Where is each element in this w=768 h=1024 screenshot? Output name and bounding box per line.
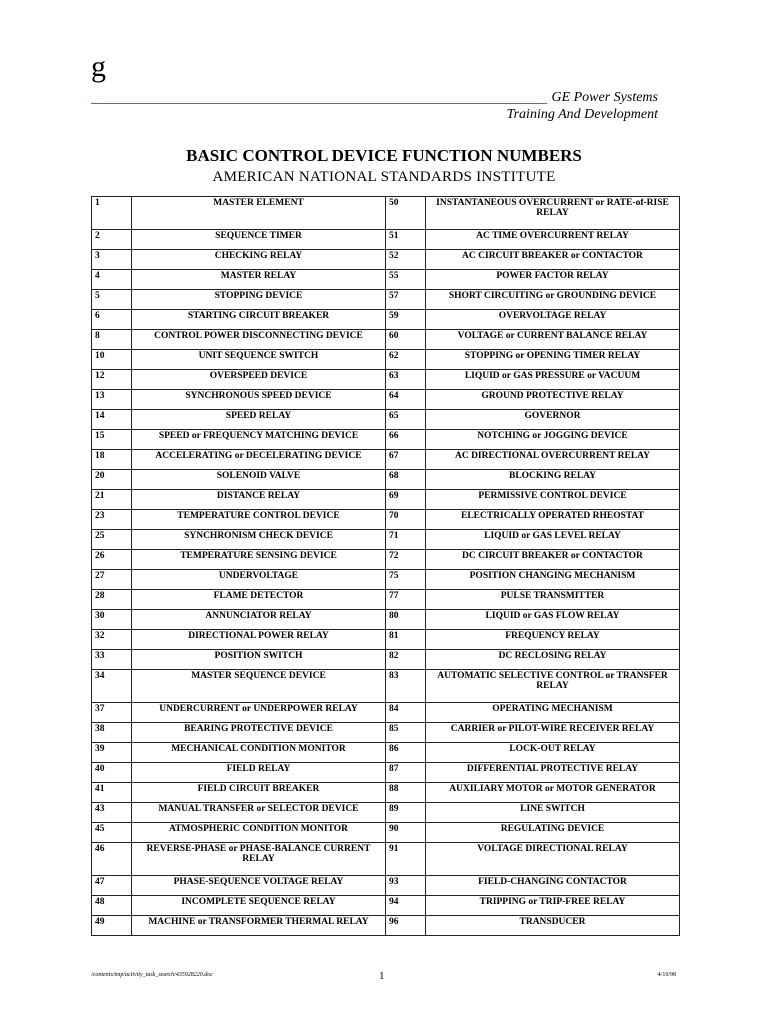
device-number: 3 <box>92 250 132 270</box>
device-number: 96 <box>386 916 426 936</box>
device-function: DIRECTIONAL POWER RELAY <box>132 630 386 650</box>
table-row <box>92 310 680 330</box>
device-function: INSTANTANEOUS OVERCURRENT or RATE-of-RISE RELAY <box>426 197 680 230</box>
device-function: DISTANCE RELAY <box>132 490 386 510</box>
device-function: AC DIRECTIONAL OVERCURRENT RELAY <box>426 450 680 470</box>
device-number: 6 <box>92 310 132 330</box>
table-row <box>92 570 680 590</box>
device-function: POSITION SWITCH <box>132 650 386 670</box>
table-body <box>92 197 680 936</box>
device-function: SEQUENCE TIMER <box>132 230 386 250</box>
device-number: 37 <box>92 703 132 723</box>
table-row <box>92 230 680 250</box>
device-function: ELECTRICALLY OPERATED RHEOSTAT <box>426 510 680 530</box>
device-function: UNDERCURRENT or UNDERPOWER RELAY <box>132 703 386 723</box>
device-function: POWER FACTOR RELAY <box>426 270 680 290</box>
device-function: LOCK-OUT RELAY <box>426 743 680 763</box>
device-number: 47 <box>92 876 132 896</box>
device-function: BEARING PROTECTIVE DEVICE <box>132 723 386 743</box>
device-function: REGULATING DEVICE <box>426 823 680 843</box>
device-function: LIQUID or GAS PRESSURE or VACUUM <box>426 370 680 390</box>
device-function: AC CIRCUIT BREAKER or CONTACTOR <box>426 250 680 270</box>
page-title: BASIC CONTROL DEVICE FUNCTION NUMBERS <box>186 146 582 165</box>
device-function: VOLTAGE or CURRENT BALANCE RELAY <box>426 330 680 350</box>
device-function: OPERATING MECHANISM <box>426 703 680 723</box>
device-number: 64 <box>386 390 426 410</box>
device-function: TEMPERATURE CONTROL DEVICE <box>132 510 386 530</box>
device-function: DC CIRCUIT BREAKER or CONTACTOR <box>426 550 680 570</box>
header-rule <box>91 103 547 104</box>
ge-logo: g <box>91 50 106 83</box>
table-row <box>92 783 680 803</box>
device-function: AUXILIARY MOTOR or MOTOR GENERATOR <box>426 783 680 803</box>
table-row <box>92 410 680 430</box>
device-number: 72 <box>386 550 426 570</box>
table-row <box>92 450 680 470</box>
table-row <box>92 430 680 450</box>
device-number: 65 <box>386 410 426 430</box>
table-row <box>92 590 680 610</box>
device-number: 82 <box>386 650 426 670</box>
device-function: NOTCHING or JOGGING DEVICE <box>426 430 680 450</box>
device-function: SPEED or FREQUENCY MATCHING DEVICE <box>132 430 386 450</box>
table-row <box>92 390 680 410</box>
device-number: 52 <box>386 250 426 270</box>
device-function: GOVERNOR <box>426 410 680 430</box>
device-number: 80 <box>386 610 426 630</box>
device-function: OVERSPEED DEVICE <box>132 370 386 390</box>
device-function: SOLENOID VALVE <box>132 470 386 490</box>
table-row <box>92 197 680 230</box>
table-row <box>92 370 680 390</box>
footer-file-path: /contents/tmp/activity_task_search/435928220.doc <box>91 972 213 978</box>
table-row <box>92 550 680 570</box>
device-number: 14 <box>92 410 132 430</box>
device-number: 86 <box>386 743 426 763</box>
device-function: SPEED RELAY <box>132 410 386 430</box>
device-number: 91 <box>386 843 426 876</box>
device-function: INCOMPLETE SEQUENCE RELAY <box>132 896 386 916</box>
device-function: ACCELERATING or DECELERATING DEVICE <box>132 450 386 470</box>
device-function: MASTER RELAY <box>132 270 386 290</box>
device-function: LIQUID or GAS LEVEL RELAY <box>426 530 680 550</box>
table-row <box>92 896 680 916</box>
device-function: ANNUNCIATOR RELAY <box>132 610 386 630</box>
device-number: 39 <box>92 743 132 763</box>
device-number: 45 <box>92 823 132 843</box>
table-row <box>92 803 680 823</box>
device-function: STOPPING DEVICE <box>132 290 386 310</box>
device-function: VOLTAGE DIRECTIONAL RELAY <box>426 843 680 876</box>
device-function: AUTOMATIC SELECTIVE CONTROL or TRANSFER RELAY <box>426 670 680 703</box>
device-number: 60 <box>386 330 426 350</box>
table-row <box>92 743 680 763</box>
device-function: PULSE TRANSMITTER <box>426 590 680 610</box>
device-number: 89 <box>386 803 426 823</box>
device-function: TRANSDUCER <box>426 916 680 936</box>
device-function: DIFFERENTIAL PROTECTIVE RELAY <box>426 763 680 783</box>
device-function: GROUND PROTECTIVE RELAY <box>426 390 680 410</box>
device-number: 85 <box>386 723 426 743</box>
table-row <box>92 703 680 723</box>
device-function: MACHINE or TRANSFORMER THERMAL RELAY <box>132 916 386 936</box>
device-number: 67 <box>386 450 426 470</box>
device-number: 69 <box>386 490 426 510</box>
device-function: DC RECLOSING RELAY <box>426 650 680 670</box>
table-row <box>92 843 680 876</box>
device-number: 25 <box>92 530 132 550</box>
device-number: 38 <box>92 723 132 743</box>
device-number: 2 <box>92 230 132 250</box>
footer-date: 4/10/98 <box>657 972 676 978</box>
device-number: 83 <box>386 670 426 703</box>
device-number: 63 <box>386 370 426 390</box>
table-row <box>92 650 680 670</box>
device-function: FIELD CIRCUIT BREAKER <box>132 783 386 803</box>
device-number: 88 <box>386 783 426 803</box>
table-row <box>92 250 680 270</box>
device-function: MANUAL TRANSFER or SELECTOR DEVICE <box>132 803 386 823</box>
device-function-table <box>91 196 680 936</box>
device-function: CARRIER or PILOT-WIRE RECEIVER RELAY <box>426 723 680 743</box>
device-number: 15 <box>92 430 132 450</box>
device-function: STARTING CIRCUIT BREAKER <box>132 310 386 330</box>
table-row <box>92 823 680 843</box>
device-number: 18 <box>92 450 132 470</box>
table-row <box>92 723 680 743</box>
device-function: LIQUID or GAS FLOW RELAY <box>426 610 680 630</box>
device-number: 41 <box>92 783 132 803</box>
device-number: 12 <box>92 370 132 390</box>
device-number: 55 <box>386 270 426 290</box>
device-function: MASTER SEQUENCE DEVICE <box>132 670 386 703</box>
table-row <box>92 330 680 350</box>
device-function: FLAME DETECTOR <box>132 590 386 610</box>
device-number: 90 <box>386 823 426 843</box>
device-function: UNIT SEQUENCE SWITCH <box>132 350 386 370</box>
device-number: 43 <box>92 803 132 823</box>
device-number: 49 <box>92 916 132 936</box>
device-function: LINE SWITCH <box>426 803 680 823</box>
device-number: 30 <box>92 610 132 630</box>
device-number: 87 <box>386 763 426 783</box>
device-number: 27 <box>92 570 132 590</box>
device-number: 70 <box>386 510 426 530</box>
table-row <box>92 290 680 310</box>
device-function: SYNCHRONOUS SPEED DEVICE <box>132 390 386 410</box>
company-block <box>507 89 658 123</box>
table-row <box>92 630 680 650</box>
device-number: 28 <box>92 590 132 610</box>
table-row <box>92 350 680 370</box>
device-number: 46 <box>92 843 132 876</box>
table-row <box>92 876 680 896</box>
device-number: 26 <box>92 550 132 570</box>
company-name: GE Power Systems <box>551 90 658 105</box>
device-function: AC TIME OVERCURRENT RELAY <box>426 230 680 250</box>
footer-page-number: 1 <box>379 970 385 982</box>
device-function: FREQUENCY RELAY <box>426 630 680 650</box>
device-function: CHECKING RELAY <box>132 250 386 270</box>
device-function: POSITION CHANGING MECHANISM <box>426 570 680 590</box>
device-function: SYNCHRONISM CHECK DEVICE <box>132 530 386 550</box>
table-row <box>92 916 680 936</box>
device-function: ATMOSPHERIC CONDITION MONITOR <box>132 823 386 843</box>
device-number: 33 <box>92 650 132 670</box>
device-number: 94 <box>386 896 426 916</box>
device-number: 84 <box>386 703 426 723</box>
company-division: Training And Development <box>506 107 658 122</box>
device-number: 48 <box>92 896 132 916</box>
device-number: 34 <box>92 670 132 703</box>
device-number: 21 <box>92 490 132 510</box>
table-row <box>92 530 680 550</box>
device-function: TRIPPING or TRIP-FREE RELAY <box>426 896 680 916</box>
device-function: STOPPING or OPENING TIMER RELAY <box>426 350 680 370</box>
device-number: 68 <box>386 470 426 490</box>
device-number: 20 <box>92 470 132 490</box>
table-row <box>92 670 680 703</box>
device-function: CONTROL POWER DISCONNECTING DEVICE <box>132 330 386 350</box>
table-row <box>92 510 680 530</box>
device-number: 40 <box>92 763 132 783</box>
device-number: 1 <box>92 197 132 230</box>
table-row <box>92 490 680 510</box>
device-number: 57 <box>386 290 426 310</box>
device-function: MECHANICAL CONDITION MONITOR <box>132 743 386 763</box>
device-number: 8 <box>92 330 132 350</box>
device-number: 32 <box>92 630 132 650</box>
device-number: 77 <box>386 590 426 610</box>
device-number: 5 <box>92 290 132 310</box>
device-number: 51 <box>386 230 426 250</box>
device-function: FIELD RELAY <box>132 763 386 783</box>
table-row <box>92 470 680 490</box>
device-function: UNDERVOLTAGE <box>132 570 386 590</box>
device-function: REVERSE-PHASE or PHASE-BALANCE CURRENT RELAY <box>132 843 386 876</box>
device-number: 71 <box>386 530 426 550</box>
device-number: 10 <box>92 350 132 370</box>
device-function: PHASE-SEQUENCE VOLTAGE RELAY <box>132 876 386 896</box>
table-row <box>92 610 680 630</box>
device-function: OVERVOLTAGE RELAY <box>426 310 680 330</box>
device-number: 4 <box>92 270 132 290</box>
device-function: FIELD-CHANGING CONTACTOR <box>426 876 680 896</box>
device-function: SHORT CIRCUITING or GROUNDING DEVICE <box>426 290 680 310</box>
device-number: 59 <box>386 310 426 330</box>
table-row <box>92 763 680 783</box>
device-number: 62 <box>386 350 426 370</box>
page-subtitle: AMERICAN NATIONAL STANDARDS INSTITUTE <box>212 169 556 185</box>
device-number: 81 <box>386 630 426 650</box>
device-function: BLOCKING RELAY <box>426 470 680 490</box>
device-function: TEMPERATURE SENSING DEVICE <box>132 550 386 570</box>
device-number: 50 <box>386 197 426 230</box>
device-number: 23 <box>92 510 132 530</box>
device-function: MASTER ELEMENT <box>132 197 386 230</box>
table-row <box>92 270 680 290</box>
device-number: 13 <box>92 390 132 410</box>
device-number: 66 <box>386 430 426 450</box>
device-number: 75 <box>386 570 426 590</box>
device-number: 93 <box>386 876 426 896</box>
device-function: PERMISSIVE CONTROL DEVICE <box>426 490 680 510</box>
